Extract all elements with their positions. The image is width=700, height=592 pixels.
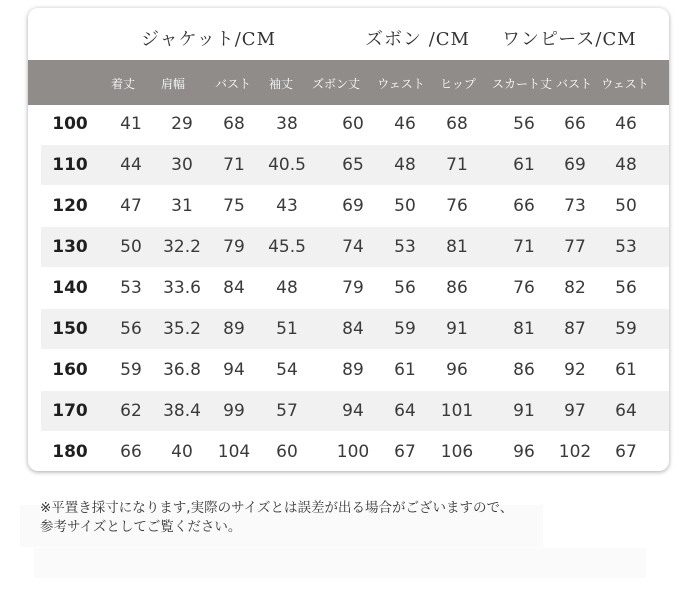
table-cell: 104 <box>217 442 251 462</box>
table-row <box>41 309 669 349</box>
column-header: ウェスト <box>601 77 649 91</box>
table-cell: 46 <box>394 114 416 134</box>
table-cell: 62 <box>120 401 142 421</box>
table-cell: 53 <box>120 278 142 298</box>
table-cell: 61 <box>394 360 416 380</box>
note-line-2: 参考サイズとしてご覧ください。 <box>40 519 242 535</box>
table-cell: 38 <box>276 114 298 134</box>
table-cell: 57 <box>276 401 298 421</box>
table-cell: 64 <box>615 401 637 421</box>
group-title-dress: ワンピース/CM <box>502 29 637 50</box>
table-row <box>41 432 669 471</box>
measurement-note <box>40 499 513 537</box>
table-cell: 77 <box>564 237 586 257</box>
table-cell: 94 <box>223 360 245 380</box>
table-cell: 74 <box>342 237 364 257</box>
size-label: 100 <box>52 114 88 134</box>
table-cell: 89 <box>223 319 245 339</box>
table-cell: 59 <box>394 319 416 339</box>
table-cell: 66 <box>564 114 586 134</box>
table-cell: 48 <box>394 155 416 175</box>
size-label: 120 <box>52 196 88 216</box>
table-cell: 31 <box>171 196 193 216</box>
table-cell: 89 <box>342 360 364 380</box>
table-cell: 48 <box>615 155 637 175</box>
size-label: 110 <box>52 155 88 175</box>
size-label: 170 <box>52 401 88 421</box>
table-cell: 30 <box>171 155 193 175</box>
table-cell: 99 <box>223 401 245 421</box>
table-cell: 81 <box>446 237 468 257</box>
background-band <box>34 548 646 578</box>
table-cell: 79 <box>223 237 245 257</box>
table-cell: 53 <box>615 237 637 257</box>
table-cell: 32.2 <box>163 237 201 257</box>
table-cell: 59 <box>120 360 142 380</box>
column-header: ヒップ <box>440 77 476 91</box>
table-cell: 84 <box>342 319 364 339</box>
column-header: バスト <box>555 77 593 91</box>
table-cell: 43 <box>276 196 298 216</box>
table-cell: 69 <box>342 196 364 216</box>
table-cell: 51 <box>276 319 298 339</box>
table-cell: 66 <box>120 442 142 462</box>
table-cell: 71 <box>223 155 245 175</box>
table-cell: 86 <box>513 360 535 380</box>
table-cell: 69 <box>564 155 586 175</box>
table-cell: 56 <box>394 278 416 298</box>
table-row <box>41 227 669 267</box>
table-cell: 91 <box>513 401 535 421</box>
table-row <box>41 145 669 185</box>
garment-group-headers <box>28 8 669 60</box>
column-header: ズボン丈 <box>311 77 361 91</box>
table-cell: 68 <box>223 114 245 134</box>
table-cell: 56 <box>120 319 142 339</box>
table-cell: 100 <box>336 442 370 462</box>
table-cell: 76 <box>513 278 535 298</box>
table-cell: 61 <box>513 155 535 175</box>
column-header: ウェスト <box>377 77 425 91</box>
size-label: 140 <box>52 278 88 298</box>
table-cell: 79 <box>342 278 364 298</box>
table-cell: 61 <box>615 360 637 380</box>
table-cell: 64 <box>394 401 416 421</box>
table-cell: 33.6 <box>163 278 201 298</box>
table-cell: 102 <box>558 442 592 462</box>
table-cell: 45.5 <box>268 237 306 257</box>
table-cell: 35.2 <box>163 319 201 339</box>
table-cell: 47 <box>120 196 142 216</box>
note-line-1: ※平置き採寸になります,実際のサイズとは誤差が出る場合がございますので、 <box>40 500 514 516</box>
column-header: バスト <box>214 77 252 91</box>
table-cell: 106 <box>440 442 474 462</box>
group-title-jacket: ジャケット/CM <box>141 29 277 50</box>
table-cell: 60 <box>276 442 298 462</box>
table-cell: 86 <box>446 278 468 298</box>
table-cell: 73 <box>564 196 586 216</box>
table-cell: 60 <box>342 114 364 134</box>
table-cell: 94 <box>342 401 364 421</box>
column-header: 肩幅 <box>160 77 186 91</box>
table-cell: 76 <box>446 196 468 216</box>
table-cell: 84 <box>223 278 245 298</box>
size-chart-card <box>28 8 669 471</box>
size-label: 180 <box>52 442 88 462</box>
table-cell: 50 <box>615 196 637 216</box>
table-cell: 66 <box>513 196 535 216</box>
table-row <box>41 350 669 390</box>
column-header: 着丈 <box>110 77 136 91</box>
table-cell: 38.4 <box>163 401 201 421</box>
size-label: 130 <box>52 237 88 257</box>
table-cell: 29 <box>171 114 193 134</box>
table-cell: 71 <box>513 237 535 257</box>
group-title-pants: ズボン /CM <box>365 29 470 50</box>
table-cell: 56 <box>513 114 535 134</box>
table-cell: 75 <box>223 196 245 216</box>
column-header: スカート丈 <box>491 77 553 91</box>
table-cell: 67 <box>394 442 416 462</box>
table-cell: 50 <box>120 237 142 257</box>
table-cell: 48 <box>276 278 298 298</box>
table-row <box>41 104 669 144</box>
size-label: 160 <box>52 360 88 380</box>
table-row <box>41 186 669 226</box>
size-label: 150 <box>52 319 88 339</box>
table-cell: 67 <box>615 442 637 462</box>
table-cell: 87 <box>564 319 586 339</box>
table-cell: 41 <box>120 114 142 134</box>
table-row <box>41 268 669 308</box>
table-row <box>41 391 669 431</box>
table-cell: 92 <box>564 360 586 380</box>
table-cell: 91 <box>446 319 468 339</box>
table-cell: 40 <box>171 442 193 462</box>
table-cell: 44 <box>120 155 142 175</box>
table-cell: 68 <box>446 114 468 134</box>
table-cell: 71 <box>446 155 468 175</box>
table-cell: 101 <box>440 401 474 421</box>
table-cell: 96 <box>446 360 468 380</box>
table-cell: 56 <box>615 278 637 298</box>
table-cell: 40.5 <box>268 155 306 175</box>
column-header: 袖丈 <box>268 77 294 91</box>
table-cell: 36.8 <box>163 360 201 380</box>
table-cell: 65 <box>342 155 364 175</box>
table-cell: 96 <box>513 442 535 462</box>
table-cell: 82 <box>564 278 586 298</box>
table-cell: 46 <box>615 114 637 134</box>
table-cell: 50 <box>394 196 416 216</box>
table-cell: 59 <box>615 319 637 339</box>
table-cell: 53 <box>394 237 416 257</box>
table-cell: 81 <box>513 319 535 339</box>
table-cell: 54 <box>276 360 298 380</box>
table-cell: 97 <box>564 401 586 421</box>
